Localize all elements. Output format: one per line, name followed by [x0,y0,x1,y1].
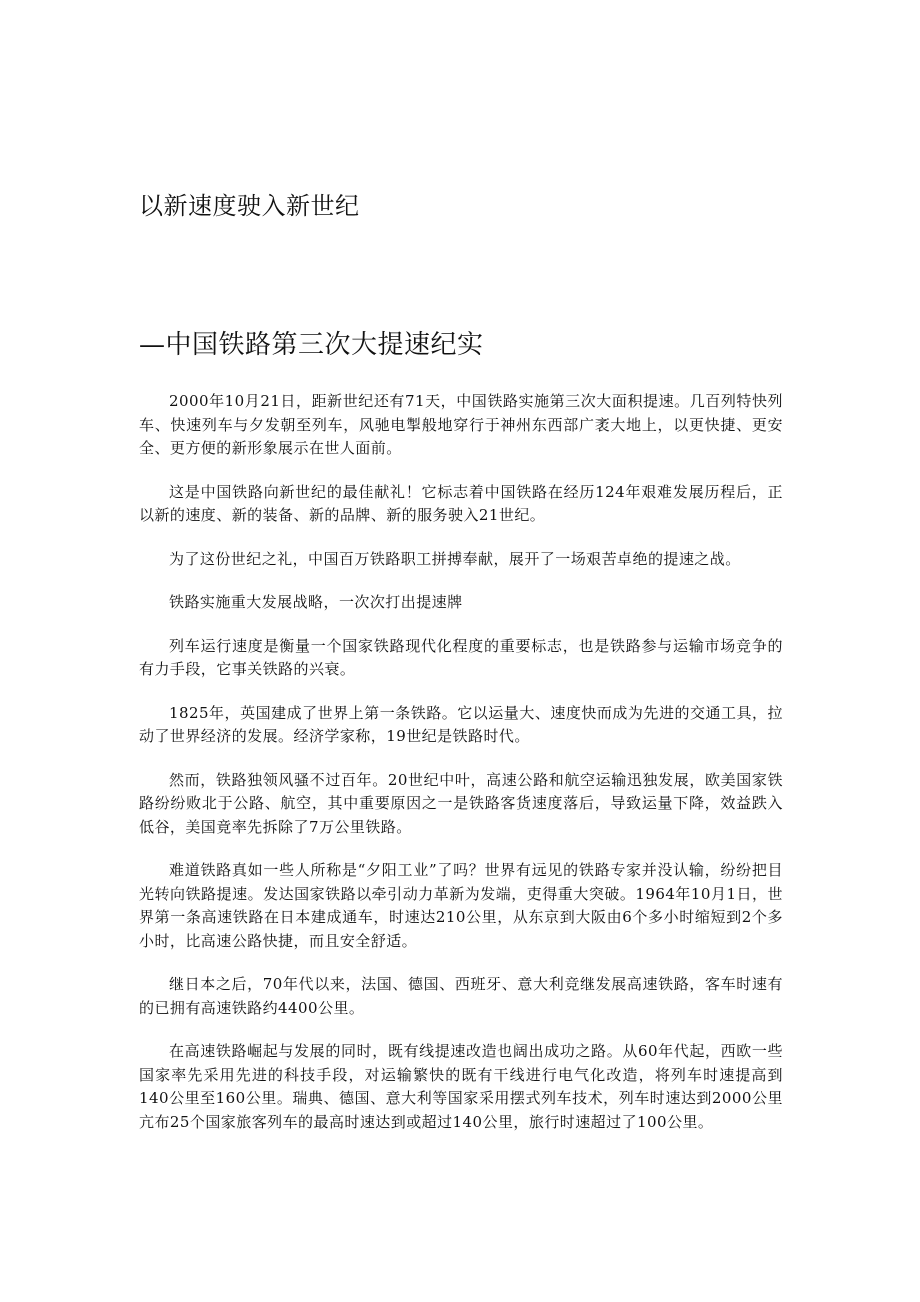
paragraph: 在高速铁路崛起与发展的同时，既有线提速改造也阔出成功之路。从60年代起，西欧一些国家率先采用先进的科技手段，对运输繁快的既有干线进行电气化改造，将列车时速提高到140公里至160公里。瑞典、德国、意大利等国家采用摆式列车技术，列车时速达到2000公里亢布25个国家旅客列车的最高时速达到或超过140公里，旅行时速超过了100公里。 [139,1042,783,1131]
section-heading: 铁路实施重大发展战略，一次次打出提速牌 [169,593,463,611]
paragraph: 1825年，英国建成了世界上第一条铁路。它以运量大、速度快而成为先进的交通工具，拉动了世界经济的发展。经济学家称，19世纪是铁路时代。 [139,703,783,745]
paragraph: 为了这份世纪之礼，中国百万铁路职工拼搏奉献，展开了一场艰苦卓绝的提速之战。 [169,549,741,568]
paragraph: 2000年10月21日，距新世纪还有71天，中国铁路实施第三次大面积提速。几百列特快列车、快速列车与夕发朝至列车，风驰电掣般地穿行于神州东西部广袤大地上，以更快捷、更安全、更方便的新形象展示在世人面前。 [139,392,783,457]
paragraph: 难道铁路真如一些人所称是“夕阳工业”了吗？世界有远见的铁路专家并没认输，纷纷把目光转向铁路提速。发达国家铁路以牵引动力革新为发端，吏得重大突破。1964年10月1日，世界第一条高速铁路在日本建成通车，时速达210公里，从东京到大阪由6个多小时缩短到2个多小时，比高速公路快捷，而且安全舒适。 [139,861,783,950]
document-subtitle: —中国铁路第三次大提速纪实 [139,330,484,360]
document-title: 以新速度驶入新世纪 [139,192,360,220]
paragraph: 这是中国铁路向新世纪的最佳献礼！它标志着中国铁路在经历124年艰难发展历程后，正以新的速度、新的装备、新的品牌、新的服务驶入21世纪。 [139,482,783,524]
paragraph: 继日本之后，70年代以来，法国、德国、西班牙、意大利竞继发展高速铁路，客车时速有的已拥有高速铁路约4400公里。 [139,975,783,1017]
document-body [139,390,783,1154]
paragraph: 列车运行速度是衡量一个国家铁路现代化程度的重要标志，也是铁路参与运输市场竞争的有力手段，它事关铁路的兴衰。 [139,636,783,678]
paragraph: 然而，铁路独领风骚不过百年。20世纪中叶，高速公路和航空运输迅独发展，欧美国家铁路纷纷败北于公路、航空，其中重要原因之一是铁路客货速度落后，导致运量下降，效益跌入低谷，美国竟率先拆除了7万公里铁路。 [139,770,783,836]
